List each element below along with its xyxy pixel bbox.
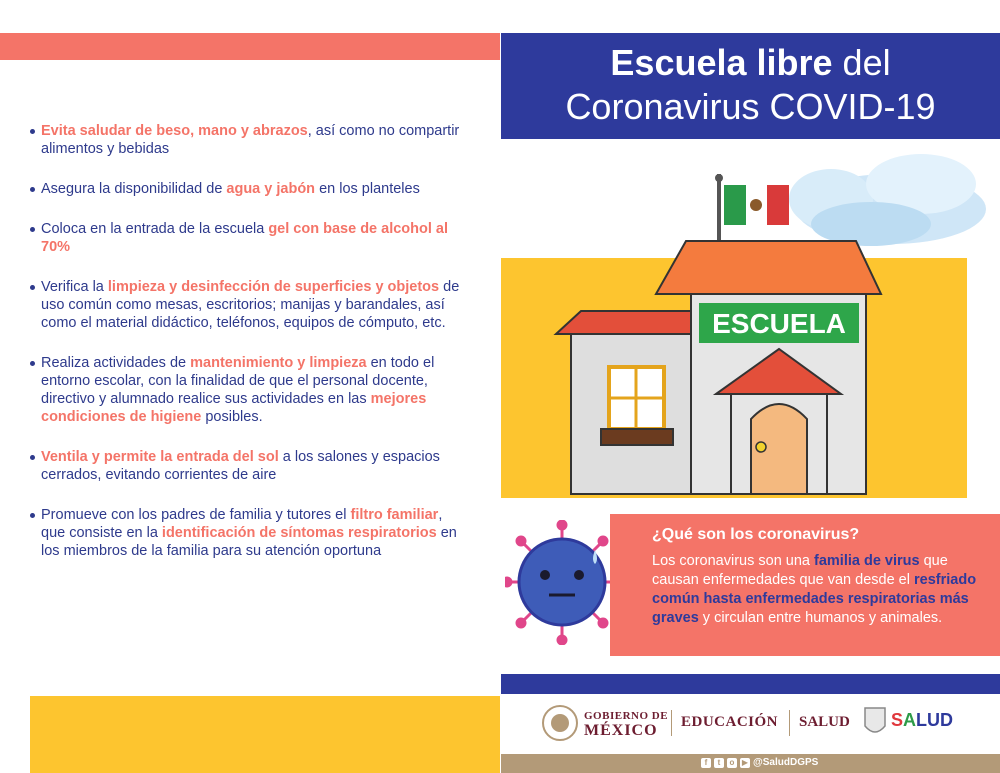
bullet-dot <box>30 361 35 366</box>
highlight-text: resfriado común hasta enfermedades respiratorias más graves <box>652 572 977 626</box>
school-sign-text: ESCUELA <box>712 308 846 339</box>
highlight-text: limpieza y desinfección de superficies y objetos <box>107 279 440 295</box>
body-text: , así como no compartir alimentos y bebidas <box>41 123 460 157</box>
title-line-2: Coronavirus COVID-19 <box>565 86 936 127</box>
body-text: Verifica la <box>41 279 108 295</box>
footer-bar <box>501 754 1000 773</box>
highlight-text: gel con base de alcohol al 70% <box>41 221 449 255</box>
highlight-text: identificación de síntomas respiratorios <box>161 525 437 541</box>
bullet-dot <box>30 129 35 134</box>
gobierno-label-2: MÉXICO <box>584 722 658 739</box>
school-illustration <box>501 139 1000 514</box>
state-shield-icon <box>863 706 887 738</box>
title-banner <box>501 33 1000 139</box>
recommendation-item <box>30 506 460 560</box>
highlight-text: Evita saludar de beso, mano y abrazos <box>41 123 308 139</box>
body-text: Los coronavirus son una <box>652 553 815 569</box>
bullet-dot <box>30 285 35 290</box>
body-text: Asegura la disponibilidad de <box>41 181 227 197</box>
state-salud-logo-part-3: LUD <box>916 710 954 730</box>
state-salud-logo-part-2: A <box>903 710 917 730</box>
recommendation-item <box>30 122 460 158</box>
logo-separator <box>789 710 790 736</box>
highlight-text: agua y jabón <box>226 181 316 197</box>
state-salud-logo <box>891 710 953 731</box>
educacion-label: EDUCACIÓN <box>681 714 779 730</box>
youtube-icon[interactable]: ▶ <box>741 757 749 767</box>
top-accent-bar <box>0 33 500 60</box>
gobierno-label-1: GOBIERNO DE <box>584 710 669 722</box>
recommendation-item <box>30 220 460 256</box>
twitter-icon[interactable]: t <box>714 758 724 768</box>
recommendations-list <box>30 122 460 582</box>
bullet-dot <box>30 227 35 232</box>
body-text: en los miembros de la familia para su atención oportuna <box>41 525 457 559</box>
logo-separator <box>671 710 672 736</box>
body-text: Promueve con los padres de familia y tutores el <box>41 507 351 523</box>
instagram-icon[interactable]: o <box>727 758 737 768</box>
recommendation-item <box>30 448 460 484</box>
highlight-text: mejores condiciones de higiene <box>41 391 427 425</box>
bottom-accent-bar <box>30 696 500 773</box>
body-text: Realiza actividades de <box>41 355 191 371</box>
title-light: del <box>842 42 891 83</box>
cloud-icon <box>789 154 986 246</box>
body-text: posibles. <box>201 409 263 425</box>
coat-of-arms-icon <box>541 704 579 742</box>
coronavirus-icon <box>505 520 620 645</box>
body-text: y circulan entre humanos y animales. <box>698 610 943 626</box>
state-salud-logo-part-1: S <box>891 710 904 730</box>
body-text: de uso común como mesas, escritorios; manijas y barandales, así como el material didáctico, teléfonos, equipos de cómputo, etc. <box>41 279 460 331</box>
bullet-dot <box>30 513 35 518</box>
social-handle[interactable]: @SaludDGPS <box>753 757 819 768</box>
recommendation-item <box>30 354 460 426</box>
recommendation-item <box>30 278 460 332</box>
highlight-text: Ventila y permite la entrada del sol <box>41 449 279 465</box>
title-line-1 <box>501 41 1000 85</box>
logo-strip <box>501 694 1000 754</box>
info-box <box>610 514 1000 656</box>
body-text: en todo el entorno escolar, con la finalidad de que el personal docente, directivo y alumnado realice sus actividades en las <box>41 355 435 407</box>
mexico-flag-icon <box>715 174 789 244</box>
bullet-dot <box>30 455 35 460</box>
body-text: en los planteles <box>315 181 420 197</box>
social-links <box>701 757 818 768</box>
highlight-text: familia de virus <box>814 553 920 569</box>
body-text: que causan enfermedades que van desde el <box>652 553 948 588</box>
title-strong: Escuela libre <box>610 42 833 83</box>
bullet-dot <box>30 187 35 192</box>
facebook-icon[interactable]: f <box>701 758 711 768</box>
info-title: ¿Qué son los coronavirus? <box>652 526 860 543</box>
recommendation-item <box>30 180 460 198</box>
highlight-text: filtro familiar <box>350 507 439 523</box>
info-text <box>652 552 982 628</box>
body-text: , que consiste en la <box>41 507 443 541</box>
body-text: Coloca en la entrada de la escuela <box>41 221 269 237</box>
salud-label: SALUD <box>799 714 850 730</box>
body-text: a los salones y espacios cerrados, evitando corrientes de aire <box>41 449 440 483</box>
highlight-text: mantenimiento y limpieza <box>190 355 367 371</box>
bottom-blue-bar <box>501 674 1000 694</box>
